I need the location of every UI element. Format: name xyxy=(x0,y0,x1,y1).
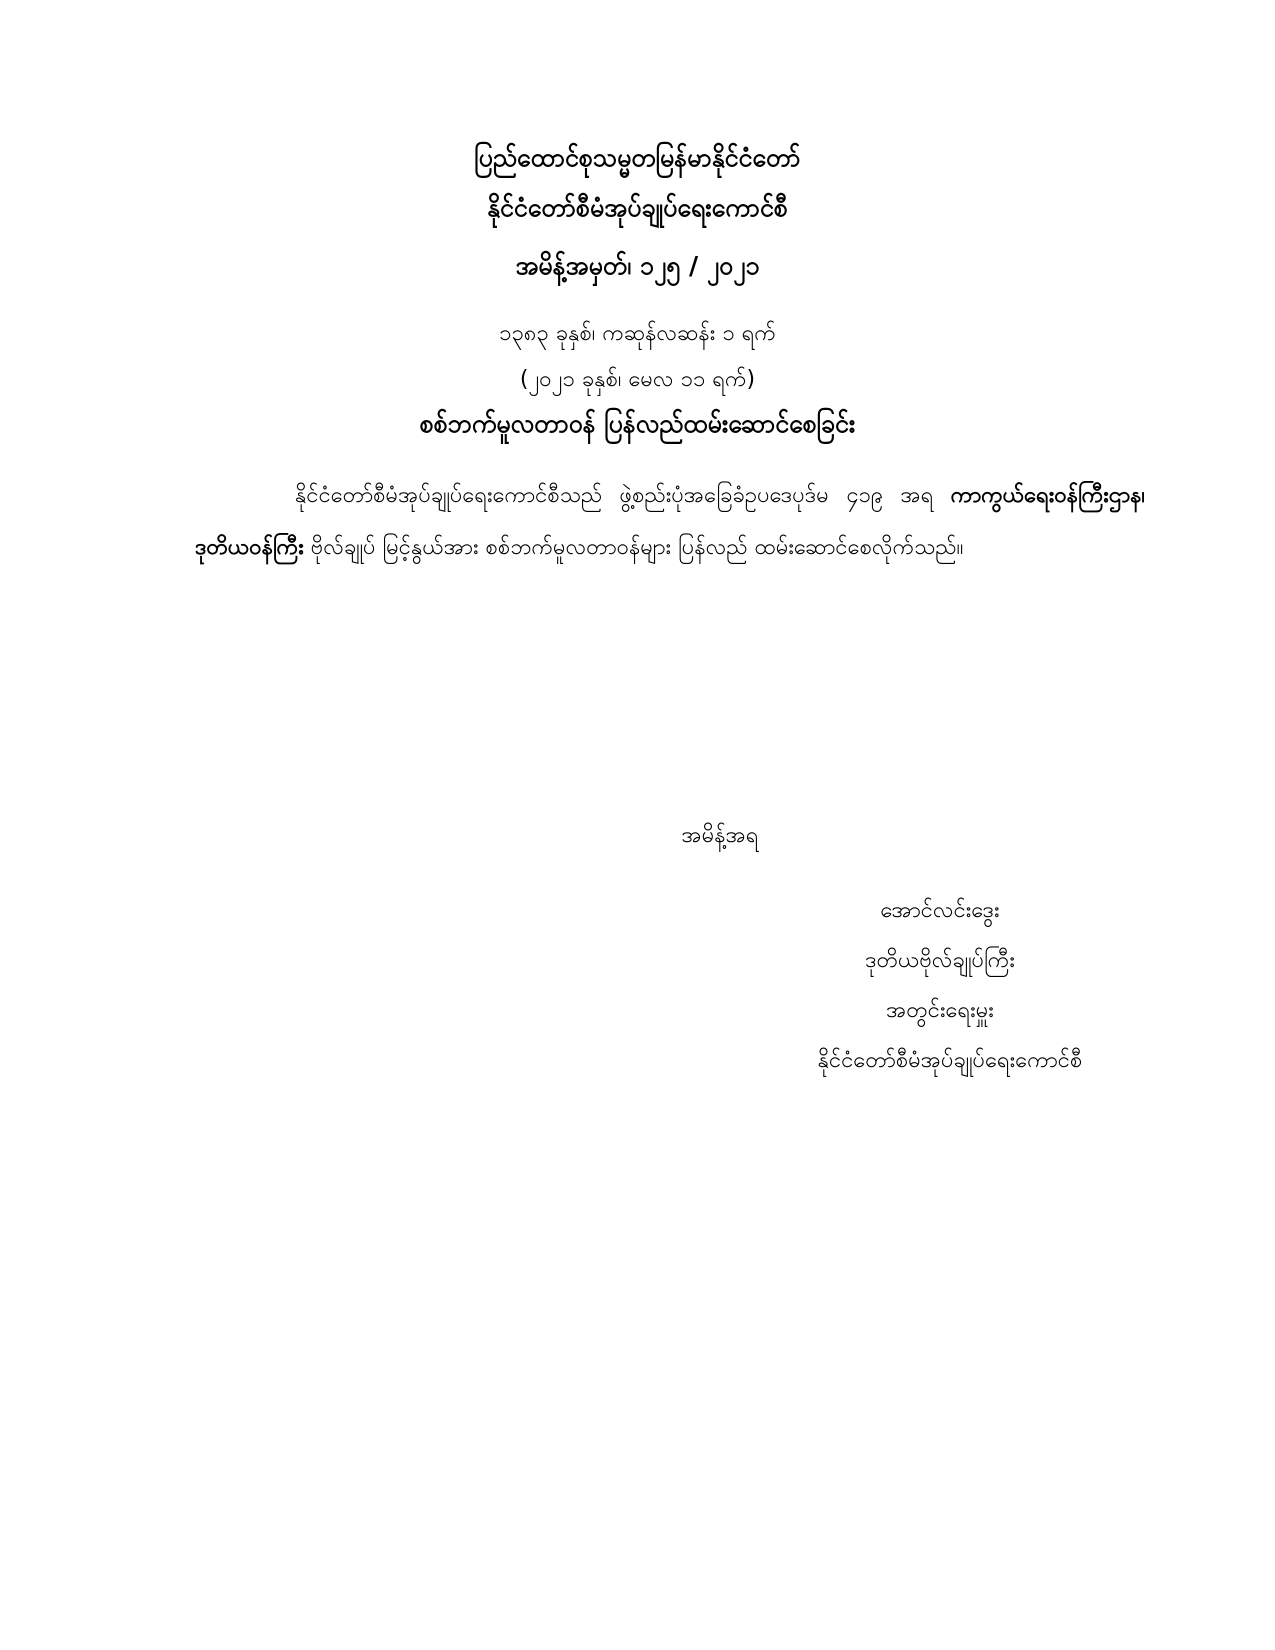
council-heading: နိုင်ငံတော်စီမံအုပ်ချုပ်ရေးကောင်စီ xyxy=(487,193,788,222)
body-text-part-2: ဗိုလ်ချုပ် မြင့်နွယ်အား စစ်ဘက်မူလတာဝန်များ ပြန်လည် ထမ်းဆောင်စေလိုက်သည်။ xyxy=(303,535,964,560)
signatory-rank: ဒုတိယဗိုလ်ချုပ်ကြီး xyxy=(865,948,1015,973)
body-text-part-1: နိုင်ငံတော်စီမံအုပ်ချုပ်ရေးကောင်စီသည် ဖွဲ့စည်းပုံအခြေခံဥပဒေပုဒ်မ ၄၁၉ အရ xyxy=(295,483,951,508)
body-text-bold-title: ကာကွယ်ရေးဝန်ကြီးဌာန၊ ဒုတိယဝန်ကြီး xyxy=(195,483,1145,560)
signatory-role: အတွင်းရေးမှူး xyxy=(886,998,994,1023)
date-western-calendar: (၂၀၂၁ ခုနှစ်၊ မေလ ၁၁ ရက်) xyxy=(519,367,756,392)
signatory-name: အောင်လင်းဒွေး xyxy=(880,898,1000,923)
by-order-label: အမိန့်အရ xyxy=(681,823,759,848)
signatory-council: နိုင်ငံတော်စီမံအုပ်ချုပ်ရေးကောင်စီ xyxy=(817,1048,1083,1073)
order-subject: စစ်ဘက်မူလတာဝန် ပြန်လည်ထမ်းဆောင်စေခြင်း xyxy=(419,409,856,438)
order-body-paragraph xyxy=(195,470,1145,574)
country-heading: ပြည်ထောင်စုသမ္မတမြန်မာနိုင်ငံတော် xyxy=(474,143,801,172)
order-number: အမိန့်အမှတ်၊ ၁၂၅ / ၂၀၂၁ xyxy=(515,251,760,280)
date-myanmar-calendar: ၁၃၈၃ ခုနှစ်၊ ကဆုန်လဆန်း ၁ ရက် xyxy=(499,321,776,346)
